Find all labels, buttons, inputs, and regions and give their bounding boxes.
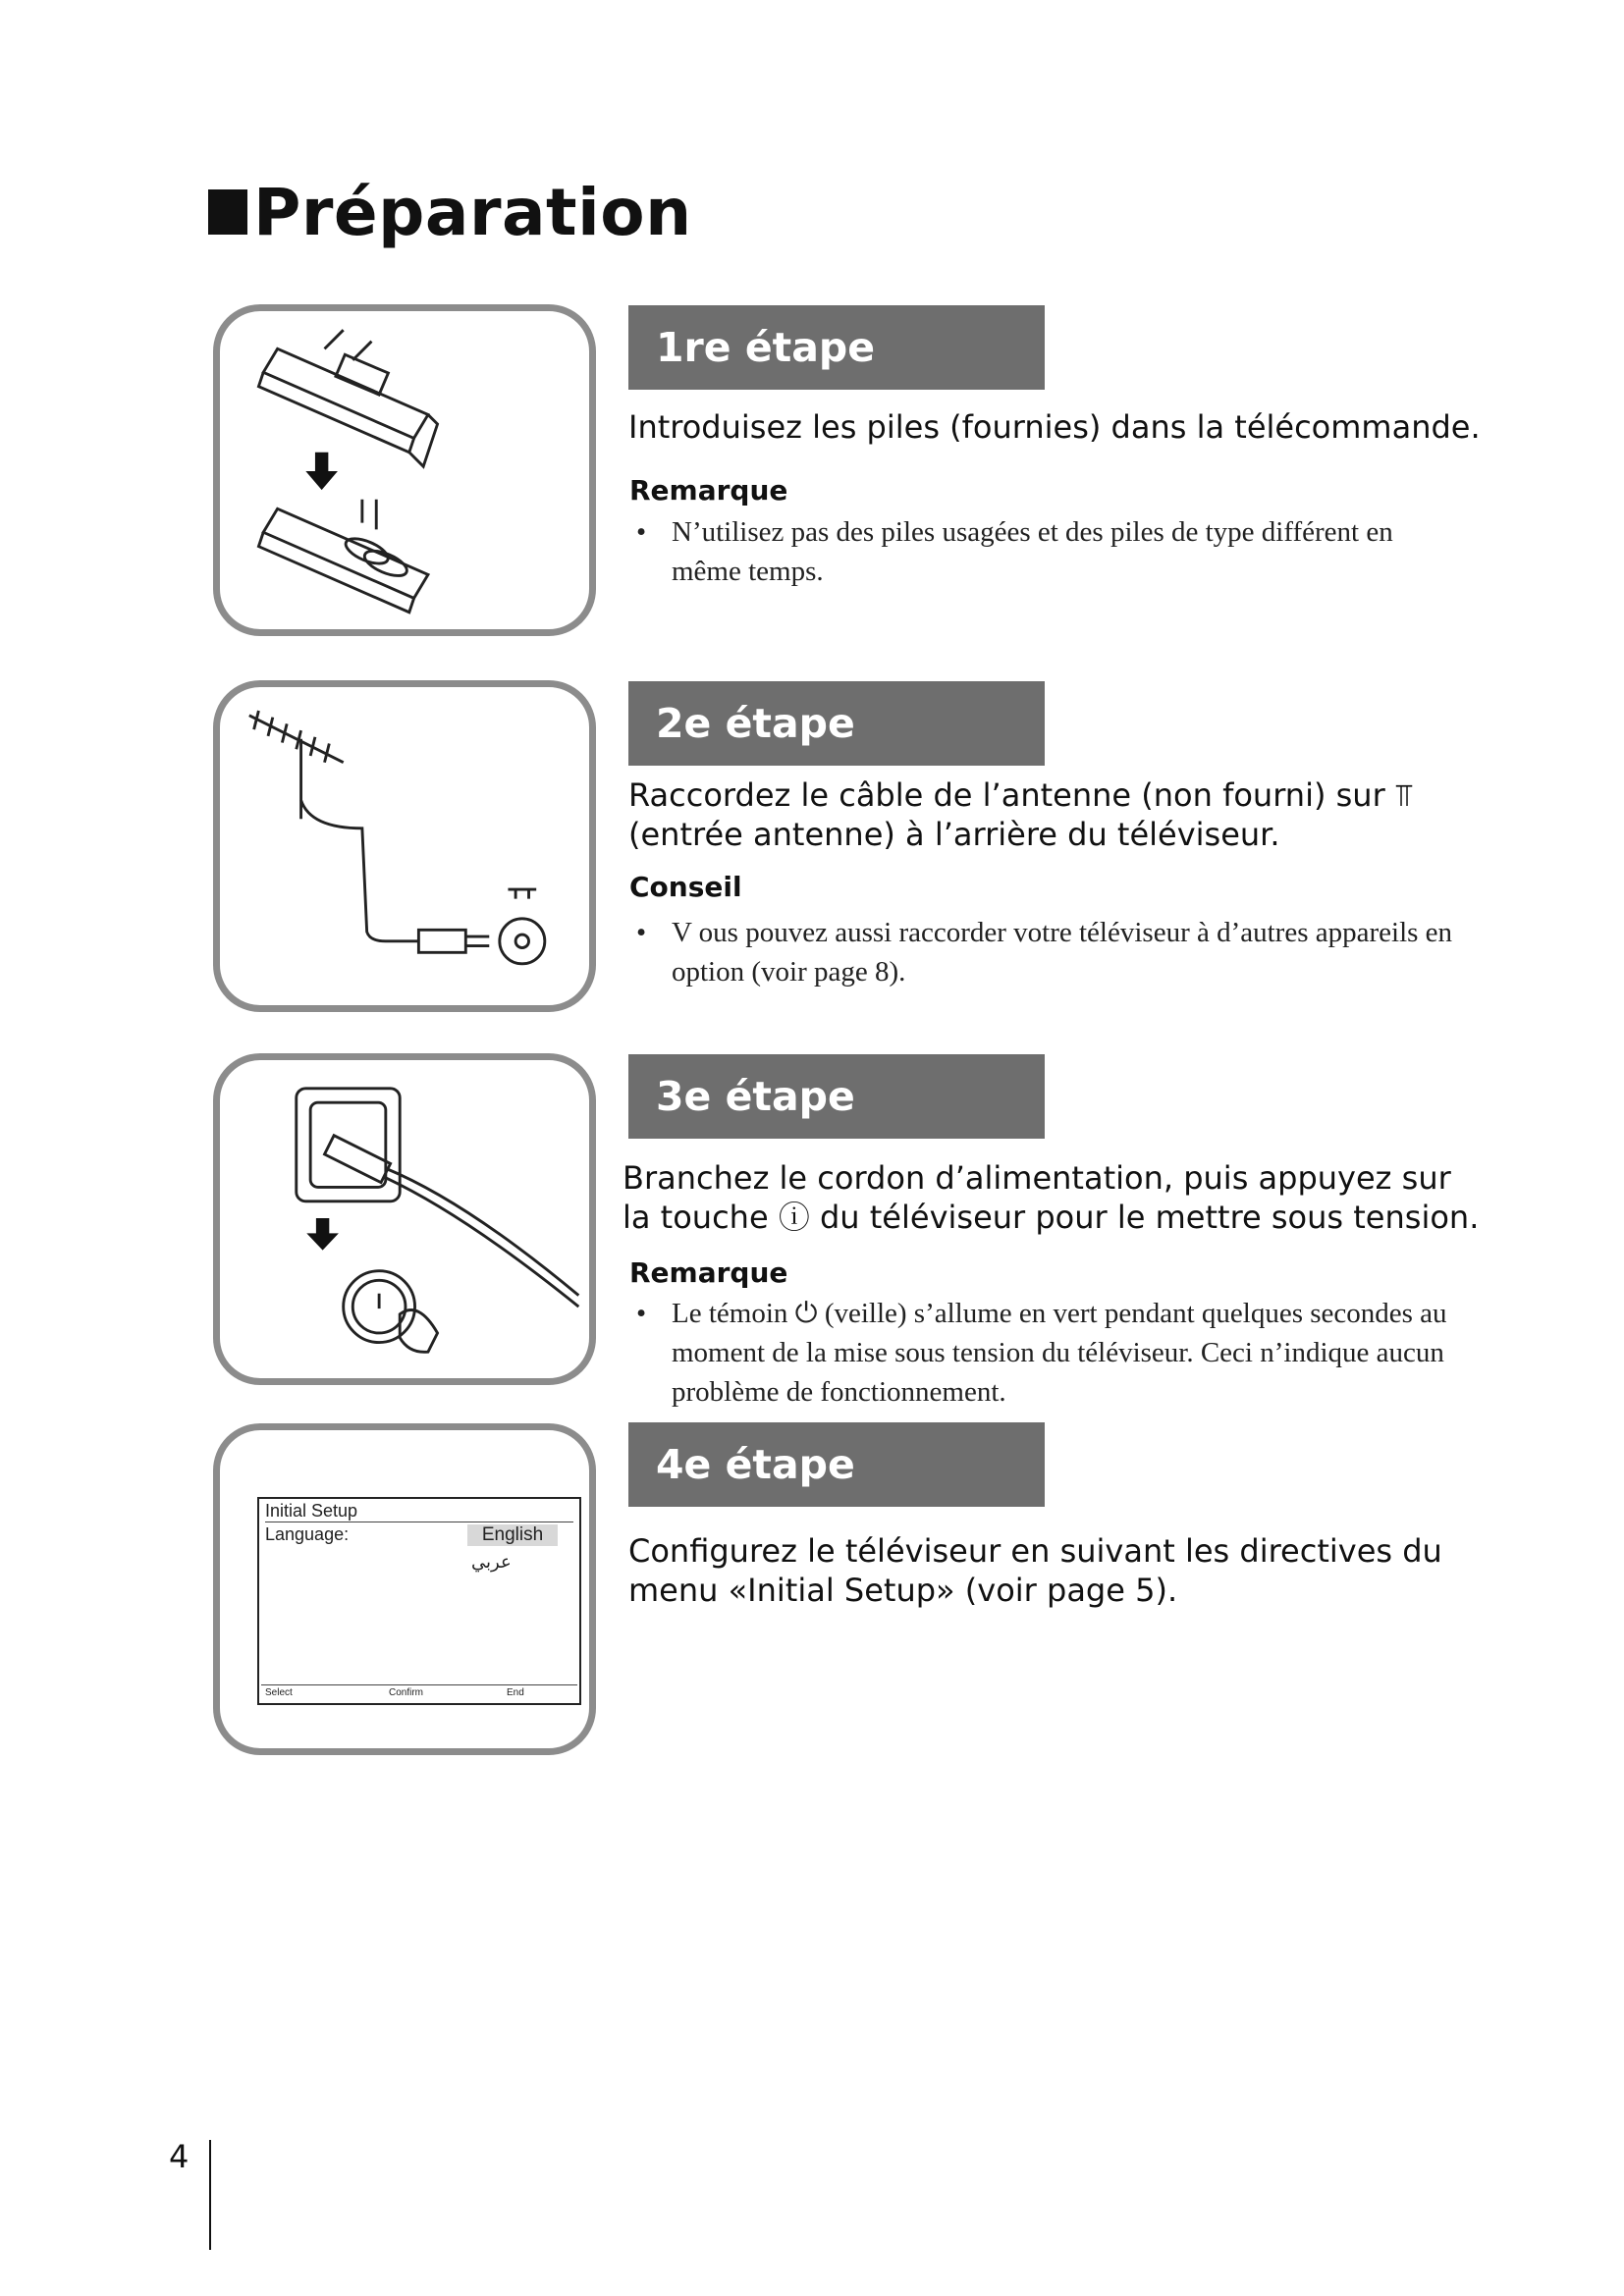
bullet-icon: • bbox=[636, 917, 647, 948]
step2-main-text: Raccordez le câble de l’antenne (non fourni) sur ⫪ (entrée antenne) à l’arrière du téléviseur. bbox=[628, 776, 1413, 853]
step1-note bbox=[636, 512, 1461, 591]
osd-option-english: English bbox=[467, 1524, 558, 1546]
step2-note bbox=[636, 913, 1461, 991]
step4-main-text: Configurez le téléviseur en suivant les directives du menu «Initial Setup» (voir page 5). bbox=[628, 1532, 1442, 1609]
antenna-cable-icon bbox=[220, 687, 589, 1005]
step2-note-heading: Conseil bbox=[629, 871, 742, 903]
step2-illustration bbox=[213, 680, 596, 1012]
step1-illustration bbox=[213, 304, 596, 636]
osd-language-label: Language: bbox=[265, 1524, 350, 1544]
step1-label: 1re étape bbox=[628, 305, 1045, 390]
bullet-icon: • bbox=[636, 516, 647, 548]
step1-note-text: N’utilisez pas des piles usagées et des piles de type différent en même temps. bbox=[672, 516, 1393, 587]
power-plug-icon bbox=[220, 1060, 589, 1378]
step3-main-text: Branchez le cordon d’alimentation, puis appuyez sur la touche ⓘ du téléviseur pour le mettre sous tension. bbox=[623, 1159, 1480, 1236]
osd-footer-end: End bbox=[507, 1687, 524, 1698]
page-number: 4 bbox=[169, 2138, 189, 2175]
page-number-rule bbox=[209, 2140, 211, 2250]
step3-note-heading: Remarque bbox=[629, 1256, 788, 1289]
step2-label: 2e étape bbox=[628, 681, 1045, 766]
step4-illustration bbox=[213, 1423, 596, 1755]
osd-title: Initial Setup bbox=[265, 1501, 573, 1522]
page-title bbox=[208, 173, 692, 251]
step1-main-text: Introduisez les piles (fournies) dans la télécommande. bbox=[628, 408, 1481, 446]
step3-illustration bbox=[213, 1053, 596, 1385]
osd-footer bbox=[261, 1684, 577, 1701]
page-title-text: Préparation bbox=[253, 174, 692, 250]
osd-footer-confirm: Confirm bbox=[389, 1687, 424, 1698]
step4-label: 4e étape bbox=[628, 1422, 1045, 1507]
bullet-icon: • bbox=[636, 1298, 647, 1329]
step3-label: 3e étape bbox=[628, 1054, 1045, 1139]
step2-note-text: V ous pouvez aussi raccorder votre téléviseur à d’autres appareils en option (voir page 8). bbox=[672, 917, 1453, 988]
step1-note-heading: Remarque bbox=[629, 474, 788, 507]
remote-battery-icon bbox=[220, 311, 589, 629]
step3-note-text: Le témoin ⏻ (veille) s’allume en vert pendant quelques secondes au moment de la mise sous tension du téléviseur. Ceci n’indique aucun problème de fonctionnement. bbox=[672, 1298, 1447, 1408]
osd-footer-select: Select bbox=[265, 1687, 293, 1698]
title-square-icon bbox=[208, 189, 247, 235]
initial-setup-osd bbox=[257, 1497, 581, 1705]
step3-note bbox=[636, 1294, 1461, 1412]
osd-option-arabic: عربي bbox=[471, 1552, 512, 1573]
